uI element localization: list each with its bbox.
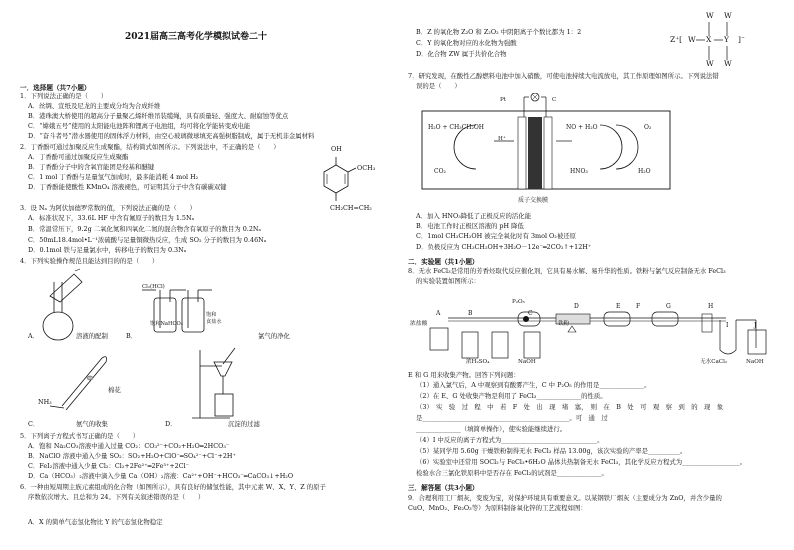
- q1-option-c: C．“嫦娥五号”使用的太阳能电池阵和锂离子电池组，均可将化学能转变成电能: [28, 122, 251, 130]
- q7-option-c: C．1mol CH₃CH₂OH 被完全氧化时有 3mol O₂被还原: [416, 232, 577, 240]
- q3-option-c: C．50mL18.4mol•L⁻¹浓硫酸与足量铜微热反应，生成 SO₂ 分子的数目为 0.46Nₐ: [28, 236, 267, 244]
- section-answer-heading: 三．解答题（共3小题）: [408, 484, 479, 492]
- q4-nh3-label: NH₃: [38, 398, 52, 406]
- q9-stem-line-2: CuO、MnO₂、Fe₂O₃等）为原料制备氧化锌的工艺流程如图：: [408, 504, 587, 512]
- q6-option-d: D．化合物 ZW 属于共价化合物: [416, 50, 507, 58]
- apparatus-cacl2-label: 无水CaCl₂: [700, 359, 728, 365]
- q3-stem: 3．设 Nₐ 为阿伏加德罗常数的值，下列说法正确的是（ ）: [20, 204, 196, 212]
- q3-option-a: A．标准状况下，33.6L HF 中含有氟原子的数目为 1.5Nₐ: [28, 214, 195, 222]
- q8-part-4: （4）I 中反应的离子方程式为______________________________。: [416, 436, 604, 444]
- q4-salt-label-2: 食盐水: [206, 319, 222, 325]
- q1-option-a: A．丝绸、宣纸及尼龙的主要成分均为合成纤维: [28, 102, 161, 110]
- q8-part-3-line-2: 是______________________________________________。可 通 过: [416, 414, 608, 422]
- fuel-cell-h2o-label: H₂O: [638, 168, 651, 175]
- q4-cotton-label: 棉花: [108, 386, 121, 394]
- apparatus-letter-h: H: [708, 303, 714, 310]
- q4-option-c-label: C．: [28, 420, 40, 428]
- q6-option-b: B．Z 的氧化物 Z₂O 和 Z₂O₂ 中阴阳离子个数比都为 1：2: [416, 28, 582, 36]
- apparatus-naoh-label-1: NaOH: [518, 359, 536, 365]
- q4-salt-label: 饱和: [206, 312, 217, 318]
- q5-option-d: D．Ca（HCO₃）₂溶液中滴入少量 Ca（OH）₂溶液：Ca²⁺+OH⁻+HCO₃⁻═CaCO₃↓+H₂O: [28, 472, 294, 480]
- q1-option-b: B．港珠澳大桥使用的超高分子量聚乙烯纤维吊装缆绳，具有质量轻、强度大、耐腐蚀等优点: [28, 112, 289, 120]
- formula-cation: Z⁺[: [670, 35, 683, 44]
- fuel-cell-diagram: [416, 93, 676, 205]
- q2-stem: 2．丁香酚可通过加聚反应生成聚酯，结构简式如图所示。下列说法中，不正确的是（ ）: [20, 143, 280, 151]
- apparatus-letter-c: C: [528, 310, 533, 317]
- eugenol-tail-label: CH₂CH=CH₂: [330, 204, 372, 212]
- q3-option-b: B．常温常压下，9.2g 二氧化氮和四氧化二氮的混合物含有氧原子的数目为 0.2Nₐ: [28, 225, 261, 233]
- q5-option-a: A．饱和 Na₂CO₃溶液中通入过量 CO₂：CO₃²⁻+CO₂+H₂O═2HCO₃⁻: [28, 442, 230, 450]
- formula-w-bottom-x: W: [706, 59, 714, 68]
- q4-cl2-label: Cl₂(HCl): [142, 284, 165, 290]
- apparatus-letter-d: D: [574, 303, 579, 310]
- formula-w-top-y: W: [724, 11, 732, 20]
- fecl3-apparatus-diagram: [408, 288, 780, 368]
- fuel-cell-hplus-label: H⁺: [498, 136, 506, 142]
- fuel-cell-anode-reactant: H₂O + CH₃CH₂OH: [428, 124, 485, 131]
- q7-stem-line-1: 7．研究发现，在酸性乙醇燃料电池中加入硝酸，可使电池持续大电流放电，其工作原理如图所示。下列说法错: [408, 72, 719, 80]
- fuel-cell-c-label: C: [552, 97, 557, 103]
- apparatus-letter-a: A: [436, 310, 441, 317]
- q3-option-d: D．0.1mol 铁与足量氯水中，转移电子的数目为 0.3Nₐ: [28, 246, 187, 254]
- apparatus-naoh-label-2: NaOH: [746, 359, 764, 365]
- q1-stem: 1．下列说法正确的是（ ）: [20, 92, 108, 100]
- q8-part-6: （6）实验室中还常用 SOCl₂与 FeCl₃•6H₂O 晶体共热制备无水 FeCl₃，其化学反应方程式为__________________。: [416, 458, 747, 466]
- q8-part-2: （2）在 E、G 处收集产物是利用了 FeCl₃______________的性质。: [416, 392, 607, 400]
- q6-option-c: C．Y 的氧化物对应的水化物为强酸: [416, 39, 517, 47]
- apparatus-letter-g: G: [666, 303, 671, 310]
- q5-option-b: B．NaClO 溶液中通入少量 SO₂：SO₂+H₂O+ClO⁻═SO₄²⁻+Cl⁻+2H⁺: [28, 452, 236, 460]
- q4-option-c-caption: 氨气的收集: [76, 420, 108, 428]
- q7-option-b: B．电池工作时正极区溶液的 pH 降低: [416, 222, 524, 230]
- q8-part-5: （5）某同学用 5.60g 干燥铁粉制得无水 FeCl₃ 样品 13.00g，该次实验的产率是__________。: [416, 447, 687, 455]
- fuel-cell-membrane-label: 质子交换膜: [518, 197, 549, 204]
- q2-option-b: B．丁香酚分子中的含氧官能团是羟基和醚键: [28, 163, 155, 171]
- q4-nahco3-label: 饱和NaHCO₃: [150, 321, 183, 327]
- q2-option-c: C．1 mol 丁香酚与足量氢气加成时，最多能消耗 4 mol H₂: [28, 173, 199, 181]
- apparatus-letter-e: E: [616, 303, 621, 310]
- q4-figures: [30, 268, 400, 428]
- q8-part-3-line-3: ______________（填简单操作），使实验能继续进行。: [416, 425, 567, 433]
- eugenol-och3-label: OCH₃: [357, 164, 376, 172]
- eugenol-oh-label: OH: [331, 145, 342, 153]
- formula-x: X: [706, 35, 712, 44]
- q1-option-d: D．“奋斗者号”潜水器使用的固体浮力材料，由空心玻璃微球填充高强树脂制成，属于无机非金属材料: [28, 132, 315, 140]
- q4-option-a-caption: 溶液的配制: [76, 332, 108, 340]
- page-title: 2021届高三高考化学模拟试卷二十: [125, 32, 268, 42]
- q2-option-a: A．丁香酚可通过加聚反应生成聚酯: [28, 153, 129, 161]
- q8-part-1: （1）通入氯气后，A 中观察到有酸雾产生，C 中 P₂O₅ 的作用是______________。: [416, 381, 651, 389]
- q8-part-7: 检验水合三氯化铁原料中是否存在 FeCl₂的试剂是______________。: [416, 469, 608, 477]
- q4-option-b-caption: 氯气的净化: [258, 332, 290, 340]
- apparatus-letter-i: I: [726, 322, 729, 329]
- apparatus-iron-label: 铁粉: [558, 321, 570, 327]
- apparatus-letter-f: F: [636, 303, 641, 310]
- q4-option-d-label: D．: [165, 420, 177, 428]
- q4-stem: 4．下列实验操作规范且能达到目的的是（ ）: [20, 257, 159, 265]
- apparatus-acid-label: 浓盐酸: [410, 321, 428, 327]
- section-choice-heading: 一．选择题（共7小题）: [20, 84, 91, 92]
- apparatus-letter-j: J: [754, 322, 757, 329]
- fuel-cell-pt-label: Pt: [500, 97, 507, 103]
- formula-w-top-x: W: [706, 11, 714, 20]
- q8-stem-line-2: 的实验装置如图所示：: [416, 277, 480, 285]
- q7-option-a: A．加入 HNO₃降低了正极反应的活化能: [416, 212, 532, 220]
- q6-compound-structure: [670, 8, 780, 70]
- q9-stem-line-1: 9．合理利用工厂烟灰，变废为宝，对保护环境具有重要意义。以某钢铁厂烟灰（主要成分为 ZnO，并含少量的: [408, 494, 722, 502]
- apparatus-letter-b: B: [468, 310, 473, 317]
- q4-option-a-label: A．: [28, 332, 40, 340]
- q4-option-d-caption: 沉淀的过滤: [228, 420, 260, 428]
- q7-option-d: D．负极反应为 CH₃CH₂OH+3H₂O－12e⁻═2CO₂↑+12H⁺: [416, 243, 592, 251]
- fuel-cell-co2-label: CO₂: [434, 168, 446, 175]
- fuel-cell-no-label: NO + H₂O: [566, 124, 598, 131]
- q8-part-3-line-1: （3） 实 验 过 程 中 若 F 处 出 现 堵 塞， 则 在 B 处 可 观 察 到 的 现 象: [416, 403, 724, 411]
- q6-stem-line-2: 序数依次增大、且总和为 24。下列有关叙述错误的是（ ）: [28, 493, 205, 501]
- q4-option-b-label: B．: [126, 332, 138, 340]
- formula-w-left: W: [688, 35, 696, 44]
- fuel-cell-hno3-label: HNO₃: [570, 168, 588, 175]
- q6-stem-line-1: 6．一种由短周期主族元素组成的化合物（如图所示），具有良好的储氢性能，其中元素 W、X、Y、Z 的原子: [20, 483, 326, 491]
- apparatus-p2o5-label: P₂O₅: [512, 299, 525, 305]
- q8-stem-line-1: 8．无水 FeCl₃是常用的芳香烃取代反应催化剂，它具有易水解、易升华的性质。铁粉与氯气反应制备无水 FeCl₃: [408, 267, 726, 275]
- q2-option-d: D．丁香酚能使酸性 KMnO₄ 溶液褪色，可证明其分子中含有碳碳双键: [28, 183, 227, 191]
- q5-stem: 5．下列离子方程式书写正确的是（ ）: [20, 432, 140, 440]
- section-experiment-heading: 二．实验题（共1小题）: [408, 258, 479, 266]
- apparatus-h2so4-label: 浓H₂SO₄: [466, 359, 490, 365]
- q5-option-c: C．FeI₂溶液中通入少量 Cl₂：Cl₂+2Fe²⁺═2Fe³⁺+2Cl⁻: [28, 462, 190, 470]
- q6-option-a: A．X 的简单气态氢化物比 Y 的气态氢化物稳定: [28, 518, 163, 526]
- formula-w-bottom-y: W: [724, 59, 732, 68]
- q7-stem-line-2: 误的是（ ）: [416, 82, 461, 90]
- fuel-cell-o2-label: O₂: [644, 124, 652, 131]
- q8-para-0: E 和 G 用来收集产物。回答下列问题：: [408, 371, 520, 379]
- formula-y: Y: [724, 35, 729, 44]
- formula-anion-end: ]⁻: [738, 35, 745, 44]
